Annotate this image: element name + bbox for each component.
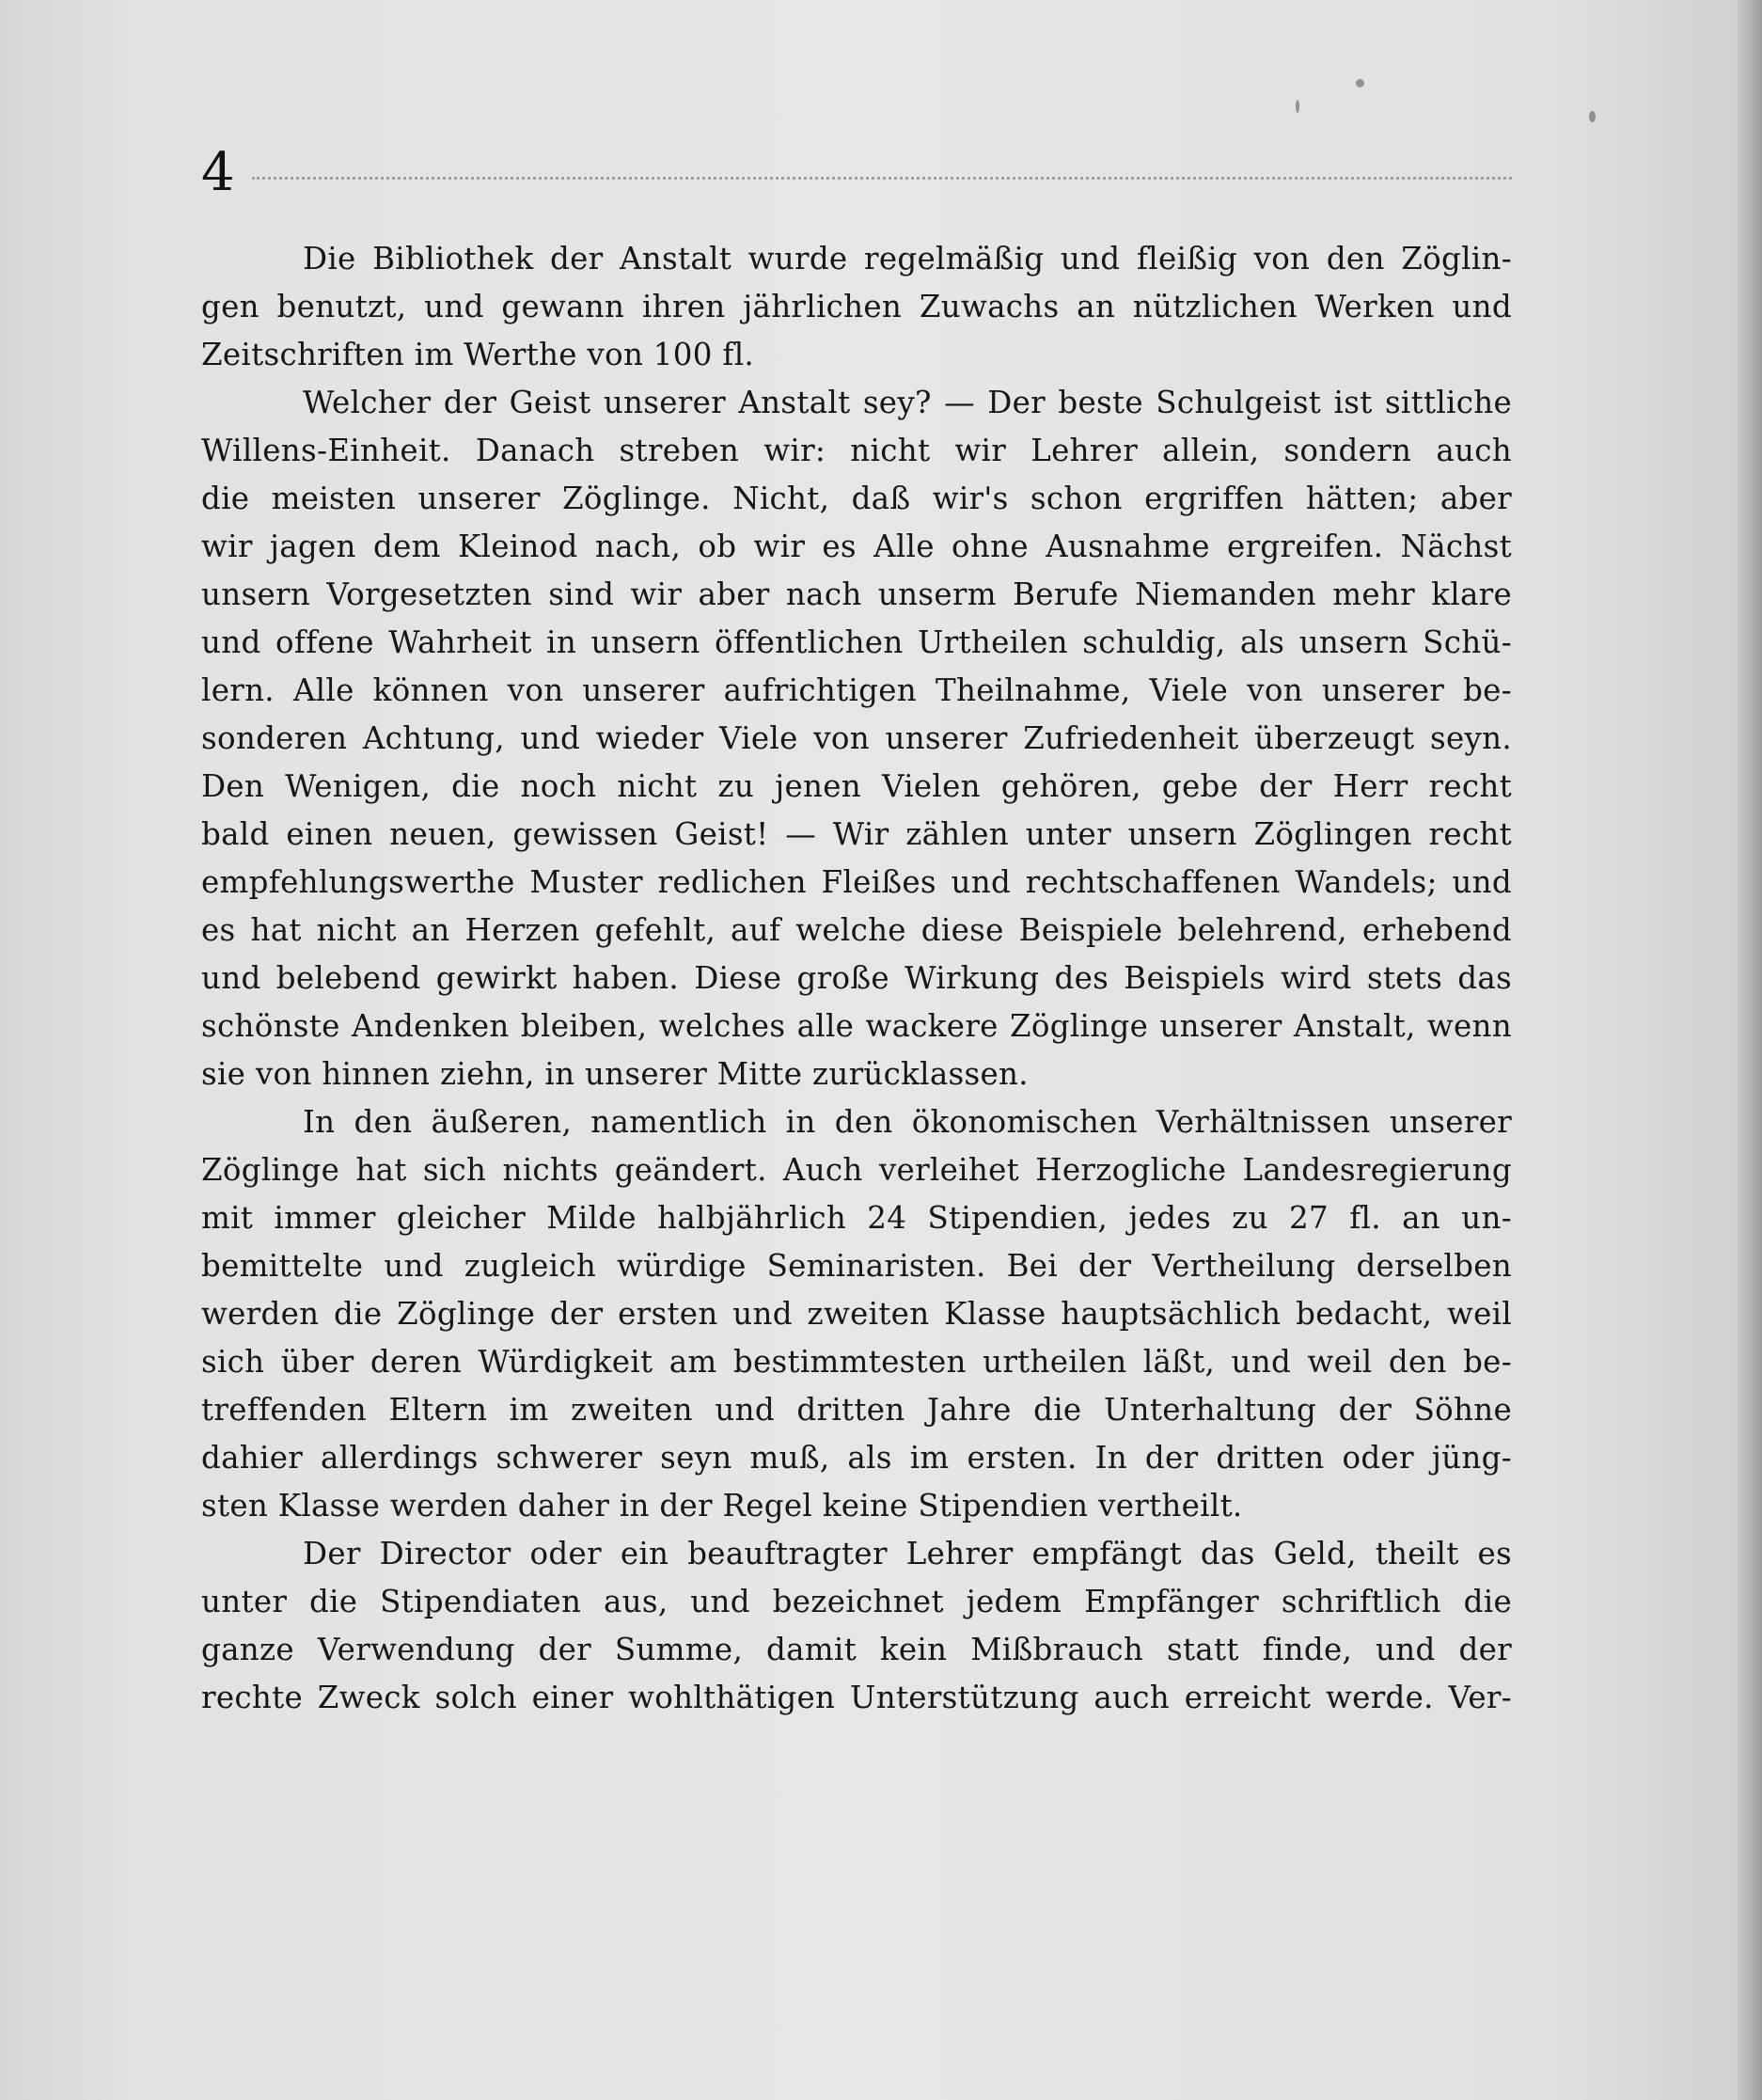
text-line: Welcher der Geist unserer Anstalt sey? — Der beste Schulgeist ist sittliche: [303, 385, 1512, 420]
text-line: und offene Wahrheit in unsern öffentlichen Urtheilen schuldig, als unsern Schü-: [201, 624, 1512, 660]
paragraph-library: [201, 235, 1512, 379]
text-line: lern. Alle können von unserer aufrichtigen Theilnahme, Viele von unserer be-: [201, 672, 1512, 708]
text-line: dahier allerdings schwerer seyn muß, als im ersten. In der dritten oder jüng-: [201, 1440, 1512, 1476]
text-line: sie von hinnen ziehn, in unserer Mitte zurücklassen.: [201, 1056, 1029, 1092]
text-line: es hat nicht an Herzen gefehlt, auf welche diese Beispiele belehrend, erhebend: [201, 912, 1512, 948]
paragraph-spirit: [201, 379, 1512, 1098]
text-line: schönste Andenken bleiben, welches alle wackere Zöglinge unserer Anstalt, wenn: [201, 1008, 1512, 1044]
text-line: Willens-Einheit. Danach streben wir: nicht wir Lehrer allein, sondern auch: [201, 433, 1512, 468]
ink-speck: [1356, 79, 1364, 87]
text-line: bemittelte und zugleich würdige Seminaristen. Bei der Vertheilung derselben: [201, 1248, 1512, 1284]
page-number: 4: [201, 142, 235, 203]
paragraph-economy: [201, 1098, 1512, 1530]
text-line: empfehlungswerthe Muster redlichen Fleißes und rechtschaffenen Wandels; und: [201, 864, 1512, 900]
text-line: Der Director oder ein beauftragter Lehrer empfängt das Geld, theilt es: [303, 1536, 1512, 1571]
header-rule: [252, 177, 1512, 180]
text-line: unsern Vorgesetzten sind wir aber nach unserm Berufe Niemanden mehr klare: [201, 576, 1512, 612]
text-line: bald einen neuen, gewissen Geist! — Wir zählen unter unsern Zöglingen recht: [201, 816, 1512, 852]
body-text: [201, 235, 1512, 1722]
page-edge: [1738, 0, 1762, 2100]
text-line: Die Bibliothek der Anstalt wurde regelmäßig und fleißig von den Zöglin-: [303, 241, 1512, 276]
text-line: werden die Zöglinge der ersten und zweiten Klasse hauptsächlich bedacht, weil: [201, 1296, 1512, 1332]
text-line: sten Klasse werden daher in der Regel keine Stipendien vertheilt.: [201, 1488, 1243, 1524]
text-line: treffenden Eltern im zweiten und dritten Jahre die Unterhaltung der Söhne: [201, 1392, 1512, 1428]
ink-speck: [1589, 111, 1596, 122]
ink-speck: [1296, 100, 1299, 113]
text-line: Zöglinge hat sich nichts geändert. Auch verleihet Herzogliche Landesregierung: [201, 1152, 1512, 1188]
paragraph-director: [201, 1530, 1512, 1722]
text-line: gen benutzt, und gewann ihren jährlichen Zuwachs an nützlichen Werken und: [201, 289, 1512, 324]
text-line: und belebend gewirkt haben. Diese große Wirkung des Beispiels wird stets das: [201, 960, 1512, 996]
text-line: die meisten unserer Zöglinge. Nicht, daß wir's schon ergriffen hätten; aber: [201, 481, 1512, 516]
text-line: Den Wenigen, die noch nicht zu jenen Vielen gehören, gebe der Herr recht: [201, 768, 1512, 804]
text-line: sonderen Achtung, und wieder Viele von unserer Zufriedenheit überzeugt seyn.: [201, 720, 1512, 756]
text-line: ganze Verwendung der Summe, damit kein Mißbrauch statt finde, und der: [201, 1632, 1512, 1667]
text-line: sich über deren Würdigkeit am bestimmtesten urtheilen läßt, und weil den be-: [201, 1344, 1512, 1380]
text-line: In den äußeren, namentlich in den ökonomischen Verhältnissen unserer: [303, 1104, 1512, 1140]
text-line: wir jagen dem Kleinod nach, ob wir es Alle ohne Ausnahme ergreifen. Nächst: [201, 529, 1512, 564]
text-line: mit immer gleicher Milde halbjährlich 24 Stipendien, jedes zu 27 fl. an un-: [201, 1200, 1512, 1236]
text-line: rechte Zweck solch einer wohlthätigen Unterstützung auch erreicht werde. Ver-: [201, 1680, 1512, 1715]
text-line: unter die Stipendiaten aus, und bezeichnet jedem Empfänger schriftlich die: [201, 1584, 1512, 1619]
text-line: Zeitschriften im Werthe von 100 fl.: [201, 337, 755, 372]
